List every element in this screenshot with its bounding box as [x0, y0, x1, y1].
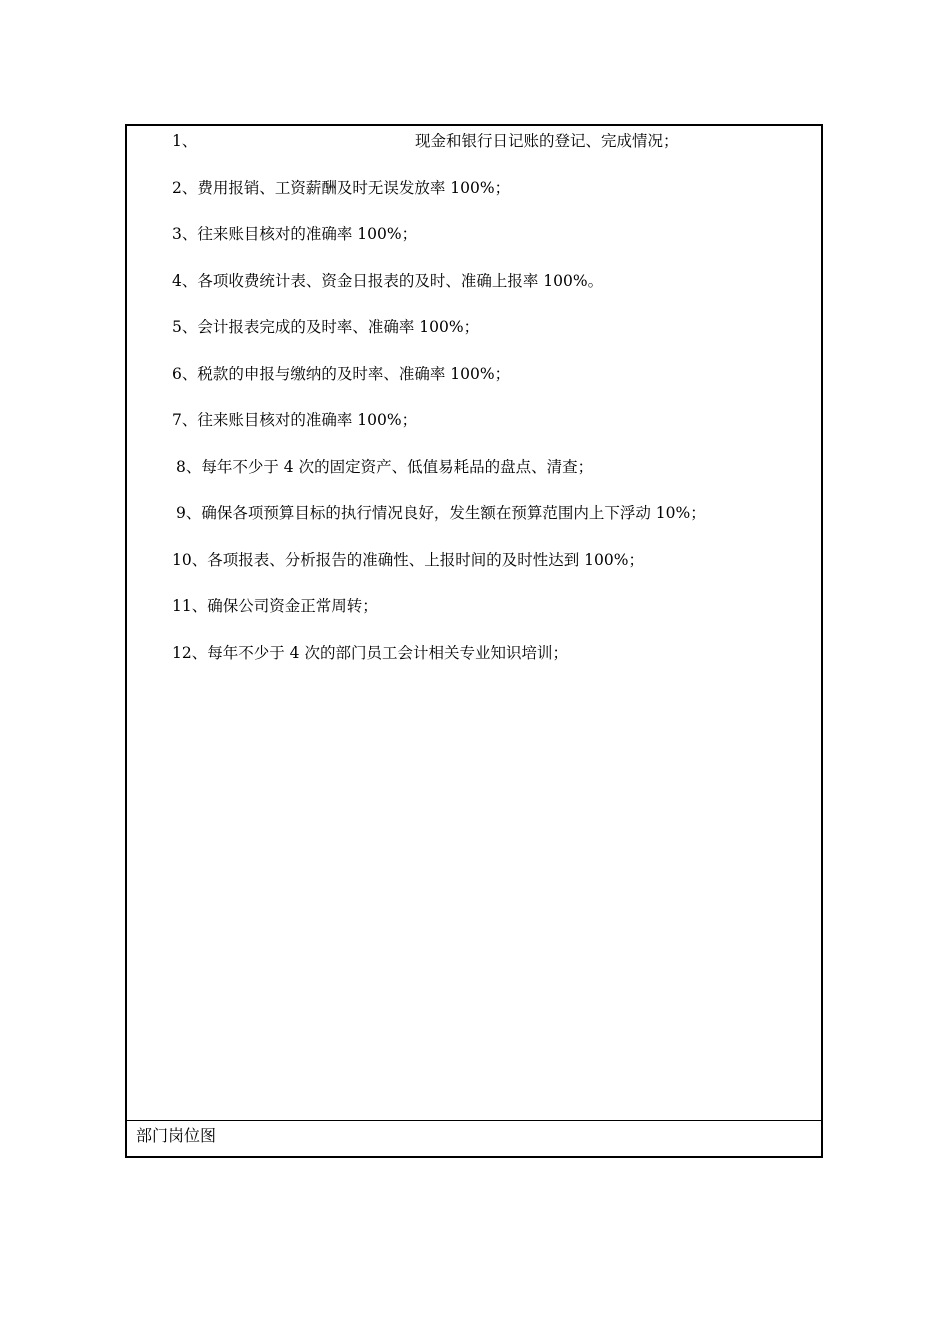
duties-table [125, 124, 823, 1158]
duty-item-1 [172, 130, 772, 152]
duties-list-cell [127, 126, 821, 1120]
duty-number: 8、 [176, 458, 202, 476]
duty-item-5 [172, 316, 479, 338]
footer-cell [127, 1121, 821, 1156]
duty-item-11 [172, 595, 378, 617]
duty-number: 9、 [176, 504, 202, 522]
duty-text: 会计报表完成的及时率、准确率 100%； [197, 318, 480, 336]
duty-number: 5、 [172, 318, 198, 336]
duty-item-6 [172, 363, 510, 385]
duty-item-3 [172, 223, 417, 245]
footer-label: 部门岗位图 [136, 1126, 217, 1145]
duty-number: 3、 [172, 225, 198, 243]
duty-text: 往来账目核对的准确率 100%； [197, 225, 418, 243]
duty-item-12 [172, 642, 568, 664]
duty-number: 12、 [172, 644, 208, 662]
duty-text: 费用报销、工资薪酬及时无误发放率 100%； [197, 179, 511, 197]
duty-text: 每年不少于 4 次的部门员工会计相关专业知识培训； [207, 644, 568, 662]
duty-item-4 [172, 270, 603, 292]
duty-number: 7、 [172, 411, 198, 429]
duty-item-8 [176, 456, 593, 478]
duty-text: 各项报表、分析报告的准确性、上报时间的及时性达到 100%； [207, 551, 644, 569]
duty-text: 确保各项预算目标的执行情况良好，发生额在预算范围内上下浮动 10%； [201, 504, 706, 522]
duty-text: 每年不少于 4 次的固定资产、低值易耗品的盘点、清查； [201, 458, 594, 476]
duty-text: 各项收费统计表、资金日报表的及时、准确上报率 100%。 [197, 272, 604, 290]
duty-text: 现金和银行日记账的登记、完成情况； [415, 132, 679, 150]
duty-number: 6、 [172, 365, 198, 383]
duty-number: 10、 [172, 551, 208, 569]
duty-text: 确保公司资金正常周转； [207, 597, 378, 615]
duty-number: 1、 [172, 132, 198, 150]
duty-item-9 [176, 502, 706, 524]
duty-number: 2、 [172, 179, 198, 197]
duty-item-7 [172, 409, 417, 431]
duty-item-10 [172, 549, 644, 571]
duty-text: 税款的申报与缴纳的及时率、准确率 100%； [197, 365, 511, 383]
duty-item-2 [172, 177, 510, 199]
duty-number: 4、 [172, 272, 198, 290]
duty-number: 11、 [172, 597, 208, 615]
duty-text: 往来账目核对的准确率 100%； [197, 411, 418, 429]
